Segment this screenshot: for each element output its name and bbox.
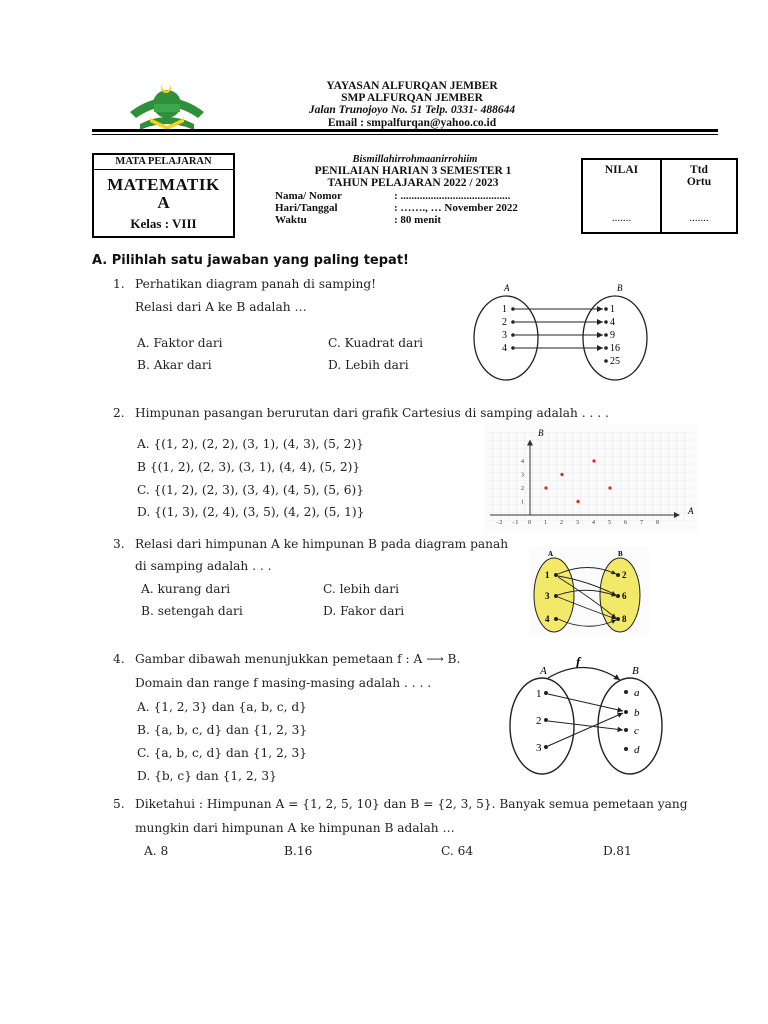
- q3-set-a-ellipse: [534, 558, 574, 632]
- q4-function-label: f: [576, 654, 581, 669]
- q4-a-item-3: 3: [536, 742, 542, 754]
- q2-data-point-2: [560, 473, 563, 476]
- q1-arrow-diagram: [470, 280, 660, 384]
- q2-number: 2.: [113, 406, 125, 420]
- q1-a-item-1: 1: [502, 304, 507, 315]
- q5-option-a[interactable]: A. 8: [144, 844, 169, 858]
- q2-x-tick: 6: [624, 520, 627, 526]
- field-time-value: : 80 menit: [394, 214, 442, 226]
- q4-a-item-2: 2: [536, 715, 542, 727]
- exam-title: PENILAIAN HARIAN 3 SEMESTER 1: [314, 165, 512, 177]
- q3-b-item-6: 6: [622, 591, 627, 601]
- q2-x-tick: 4: [592, 520, 595, 526]
- q2-x-tick: −1: [512, 520, 519, 526]
- class-label: Kelas : VIII: [130, 216, 197, 231]
- q2-x-tick: −2: [496, 520, 503, 526]
- q5-number: 5.: [113, 797, 125, 811]
- q3-set-a-label: A: [548, 550, 554, 558]
- q2-data-point-1: [544, 486, 547, 489]
- q2-x-tick: 1: [544, 520, 547, 526]
- subject-label-rule: [94, 169, 233, 170]
- field-name-label: Nama/ Nomor: [275, 190, 342, 202]
- q1-a-item-2: 2: [502, 317, 507, 328]
- foundation-name: YAYASAN ALFURQAN JEMBER: [326, 80, 498, 92]
- q2-y-axis-label: B: [538, 428, 544, 438]
- q1-number: 1.: [113, 277, 125, 291]
- school-address: Jalan Trunojoyo No. 51 Telp. 0331- 488644: [308, 104, 516, 116]
- q4-b-item-d: d: [634, 744, 640, 756]
- q3-a-item-1: 1: [545, 570, 550, 580]
- q2-y-tick: 4: [521, 459, 524, 465]
- q3-option-b[interactable]: B. setengah dari: [141, 604, 243, 618]
- q5-line1: Diketahui : Himpunan A = {1, 2, 5, 10} dan B = {2, 3, 5}. Banyak semua pemetaan yang: [135, 797, 688, 811]
- q2-x-tick: 7: [640, 520, 643, 526]
- bismillah: Bismillahirrohmaanirrohiim: [352, 154, 478, 165]
- nilai-label: NILAI: [604, 164, 639, 176]
- q4-number: 4.: [113, 652, 125, 666]
- q2-x-tick: 0: [528, 520, 531, 526]
- q4-a-item-1: 1: [536, 688, 542, 700]
- q3-number: 3.: [113, 537, 125, 551]
- q1-b-item-4: 4: [610, 317, 615, 328]
- q2-data-point-4: [592, 459, 595, 462]
- q4-option-b[interactable]: B. {a, b, c, d} dan {1, 2, 3}: [137, 723, 308, 737]
- q3-b-item-8: 8: [622, 614, 627, 624]
- q2-y-tick: 1: [521, 499, 524, 506]
- q4-set-b-label: B: [632, 665, 639, 677]
- q2-grid: [488, 432, 692, 522]
- q1-b-item-1: 1: [610, 304, 615, 315]
- q3-line2: di samping adalah . . .: [135, 559, 272, 573]
- q1-set-b-label: B: [617, 283, 623, 293]
- ttd-blank[interactable]: .......: [689, 212, 709, 224]
- q3-a-item-3: 3: [545, 591, 550, 601]
- field-date-value[interactable]: : ……., … November 2022: [394, 202, 518, 214]
- q4-option-c[interactable]: C. {a, b, c, d} dan {1, 2, 3}: [137, 746, 308, 760]
- q1-line1: Perhatikan diagram panah di samping!: [135, 277, 377, 291]
- q2-data-point-3: [576, 500, 579, 503]
- q5-line2: mungkin dari himpunan A ke himpunan B adalah …: [135, 821, 455, 835]
- q5-option-c[interactable]: C. 64: [441, 844, 474, 858]
- q4-set-b-ellipse: [598, 678, 662, 774]
- ttd-label-ortu: Ortu: [686, 176, 712, 188]
- section-title: A. Pilihlah satu jawaban yang paling tepat!: [92, 253, 409, 268]
- q3-arrow-diagram: [530, 547, 650, 635]
- q2-cartesian-chart: [484, 424, 698, 532]
- q4-b-item-a: a: [634, 687, 640, 699]
- q3-option-c[interactable]: C. lebih dari: [323, 582, 399, 596]
- school-email: Email : smpalfurqan@yahoo.co.id: [327, 117, 497, 129]
- q2-line1: Himpunan pasangan berurutan dari grafik Cartesius di samping adalah . . . .: [135, 406, 609, 420]
- field-time-label: Waktu: [275, 214, 307, 226]
- q4-line1: Gambar dibawah menunjukkan pemetaan f : A ⟶ B.: [135, 652, 461, 666]
- q3-b-item-2: 2: [622, 570, 627, 580]
- q1-a-item-3: 3: [502, 330, 507, 341]
- q1-option-d[interactable]: D. Lebih dari: [328, 358, 409, 372]
- q1-option-c[interactable]: C. Kuadrat dari: [328, 336, 424, 350]
- q2-x-tick: 5: [608, 520, 611, 526]
- q4-option-d[interactable]: D. {b, c} dan {1, 2, 3}: [137, 769, 277, 783]
- q2-option-b[interactable]: B {(1, 2), (2, 3), (3, 1), (4, 4), (5, 2)}: [137, 460, 361, 474]
- q4-option-a[interactable]: A. {1, 2, 3} dan {a, b, c, d}: [137, 700, 307, 714]
- school-name: SMP ALFURQAN JEMBER: [341, 92, 483, 104]
- q1-b-item-16: 16: [610, 343, 620, 354]
- q2-x-tick: 2: [560, 520, 563, 526]
- header-divider: [92, 129, 718, 132]
- q2-data-point-5: [608, 486, 611, 489]
- q2-y-tick: 2: [521, 486, 524, 492]
- subject-name: MATEMATIK: [107, 175, 220, 194]
- q4-set-a-label: A: [540, 665, 547, 677]
- exam-year: TAHUN PELAJARAN 2022 / 2023: [327, 177, 499, 189]
- q3-option-a[interactable]: A. kurang dari: [141, 582, 231, 596]
- q3-line1: Relasi dari himpunan A ke himpunan B pada diagram panah: [135, 537, 509, 551]
- q1-line2: Relasi dari A ke B adalah …: [135, 300, 307, 314]
- q1-option-b[interactable]: B. Akar dari: [137, 358, 212, 372]
- q1-a-item-4: 4: [502, 343, 507, 354]
- q3-option-d[interactable]: D. Fakor dari: [323, 604, 405, 618]
- field-date-label: Hari/Tanggal: [275, 202, 338, 214]
- q2-y-tick: 3: [521, 472, 524, 479]
- q5-option-d[interactable]: D.81: [603, 844, 632, 858]
- q2-x-tick: 3: [576, 520, 579, 526]
- subject-label: MATA PELAJARAN: [115, 156, 212, 167]
- q1-option-a[interactable]: A. Faktor dari: [137, 336, 223, 350]
- q2-x-tick: 8: [656, 520, 659, 526]
- nilai-blank[interactable]: .......: [611, 212, 632, 224]
- q3-set-b-label: B: [618, 550, 623, 558]
- q2-option-c[interactable]: C. {(1, 2), (2, 3), (3, 4), (4, 5), (5, 6)}: [137, 483, 364, 497]
- field-name-value[interactable]: : ........................................: [394, 190, 511, 202]
- subject-name-cont: A: [157, 193, 170, 212]
- q2-x-axis-label: A: [688, 506, 694, 516]
- q4-line2: Domain dan range f masing-masing adalah . . . .: [135, 676, 432, 690]
- q1-b-item-25: 25: [610, 356, 620, 367]
- q1-b-item-9: 9: [610, 330, 615, 341]
- q5-option-b[interactable]: B.16: [284, 844, 313, 858]
- ttd-label: Ttd: [690, 164, 708, 176]
- q4-set-a-ellipse: [510, 678, 574, 774]
- q1-set-a-label: A: [504, 283, 510, 293]
- q2-option-a[interactable]: A. {(1, 2), (2, 2), (3, 1), (4, 3), (5, 2)}: [137, 437, 364, 451]
- q4-b-item-b: b: [634, 707, 640, 719]
- q4-function-arrow: [548, 667, 620, 680]
- q3-a-item-4: 4: [545, 614, 550, 624]
- q3-set-b-ellipse: [600, 558, 640, 632]
- q2-option-d[interactable]: D. {(1, 3), (2, 4), (3, 5), (4, 2), (5, 1)}: [137, 505, 365, 519]
- q4-mapping-diagram: [500, 654, 680, 780]
- q4-b-item-c: c: [634, 725, 639, 737]
- school-logo: [128, 78, 206, 134]
- header-divider-thin: [92, 134, 718, 135]
